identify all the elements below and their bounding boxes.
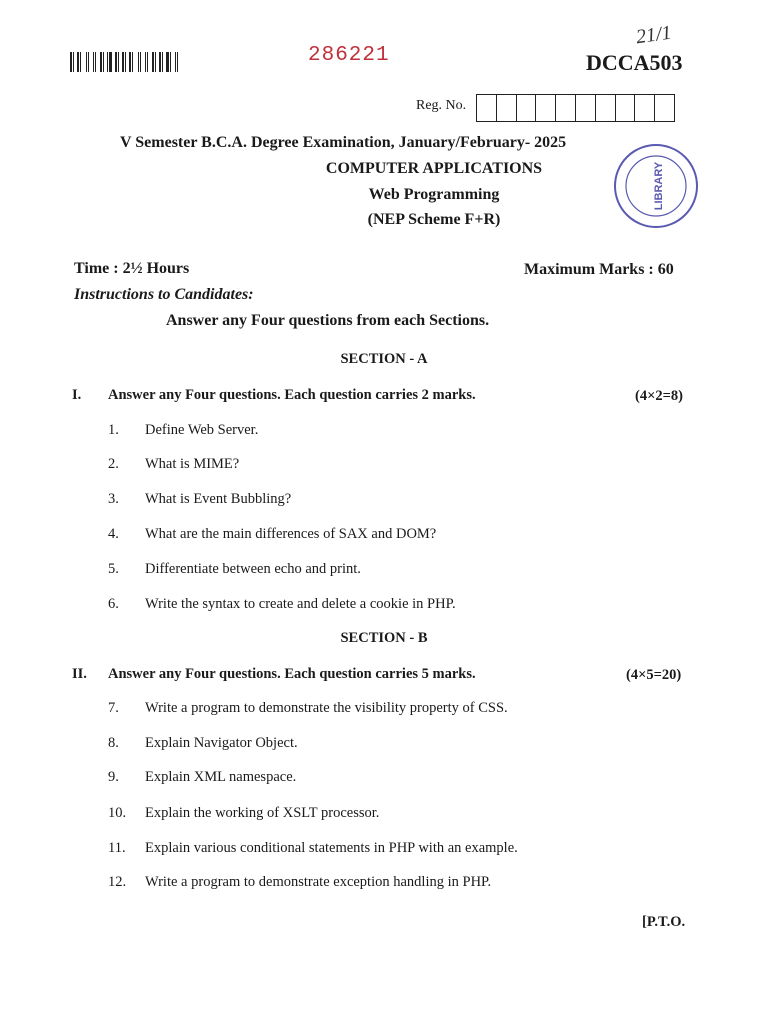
question-text: Write the syntax to create and delete a cookie in PHP. bbox=[145, 596, 456, 612]
question-item bbox=[108, 874, 491, 891]
question-text: Explain Navigator Object. bbox=[145, 735, 298, 751]
section-a-directive: Answer any Four questions. Each question carries 2 marks. bbox=[108, 387, 476, 403]
reg-no-box bbox=[497, 95, 517, 121]
barcode-bar bbox=[170, 52, 171, 72]
barcode-bar bbox=[95, 52, 96, 72]
barcode-bar bbox=[97, 52, 99, 72]
barcode-bar bbox=[93, 52, 94, 72]
question-number: 10. bbox=[108, 805, 127, 821]
reg-no-boxes bbox=[476, 94, 675, 122]
barcode-bar bbox=[147, 52, 148, 72]
question-item bbox=[108, 805, 379, 822]
barcode-bar bbox=[140, 52, 141, 72]
reg-no-box bbox=[616, 95, 636, 121]
barcode-bar bbox=[86, 52, 87, 72]
question-number: 12. bbox=[108, 874, 127, 890]
paper-code: DCCA503 bbox=[586, 50, 683, 75]
barcode-bar bbox=[129, 52, 131, 72]
question-text: What are the main differences of SAX and DOM? bbox=[145, 526, 437, 542]
barcode-bar bbox=[175, 52, 176, 72]
barcode-bar bbox=[155, 52, 156, 72]
barcode-bar bbox=[73, 52, 74, 72]
question-item bbox=[108, 700, 508, 717]
section-a-marks: (4×2=8) bbox=[635, 388, 683, 404]
section-b-roman: II. bbox=[72, 666, 87, 682]
barcode-bar bbox=[145, 52, 146, 72]
barcode-bar bbox=[70, 52, 72, 72]
barcode-bar bbox=[88, 52, 89, 72]
reg-no-box bbox=[596, 95, 616, 121]
reg-no-box bbox=[556, 95, 576, 121]
question-item bbox=[108, 596, 456, 613]
barcode-bar bbox=[164, 52, 165, 72]
question-item bbox=[108, 456, 239, 473]
reg-no-box bbox=[635, 95, 655, 121]
maximum-marks: Maximum Marks : 60 bbox=[524, 261, 674, 278]
handwritten-note: 21/1 bbox=[634, 21, 673, 49]
barcode-bar bbox=[82, 52, 85, 72]
question-item bbox=[108, 840, 518, 857]
barcode bbox=[70, 52, 194, 72]
subject-title: COMPUTER APPLICATIONS bbox=[325, 160, 543, 177]
barcode-bar bbox=[132, 52, 133, 72]
barcode-bar bbox=[118, 52, 119, 72]
question-text: Write a program to demonstrate exception handling in PHP. bbox=[145, 874, 492, 890]
barcode-bar bbox=[149, 52, 151, 72]
question-number: 4. bbox=[108, 526, 119, 542]
page-turn-over: [P.T.O. bbox=[642, 914, 686, 930]
question-text: Differentiate between echo and print. bbox=[145, 561, 361, 577]
question-item bbox=[108, 735, 298, 752]
barcode-bar bbox=[172, 52, 174, 72]
stamp-text: LIBRARY bbox=[652, 161, 665, 211]
question-text: Define Web Server. bbox=[145, 422, 259, 438]
exam-title: V Semester B.C.A. Degree Examination, January/February- 2025 bbox=[120, 134, 567, 151]
barcode-bar bbox=[134, 52, 137, 72]
question-text: Explain XML namespace. bbox=[145, 769, 297, 785]
barcode-bar bbox=[122, 52, 124, 72]
barcode-bar bbox=[138, 52, 139, 72]
barcode-bar bbox=[113, 52, 114, 72]
barcode-bar bbox=[100, 52, 102, 72]
barcode-bar bbox=[109, 52, 112, 72]
question-number: 2. bbox=[108, 456, 119, 472]
question-number: 9. bbox=[108, 769, 119, 785]
question-item bbox=[108, 526, 436, 543]
barcode-bar bbox=[127, 52, 128, 72]
barcode-bar bbox=[177, 52, 178, 72]
section-b-title: SECTION - B bbox=[340, 630, 428, 646]
instructions-heading: Instructions to Candidates: bbox=[74, 286, 254, 303]
barcode-bar bbox=[75, 52, 76, 72]
question-item bbox=[108, 422, 258, 439]
barcode-bar bbox=[142, 52, 144, 72]
question-text: Write a program to demonstrate the visibility property of CSS. bbox=[145, 700, 508, 716]
question-number: 8. bbox=[108, 735, 119, 751]
barcode-bar bbox=[162, 52, 163, 72]
question-item bbox=[108, 769, 296, 786]
reg-no-box bbox=[536, 95, 556, 121]
section-a-roman: I. bbox=[72, 387, 82, 403]
barcode-bar bbox=[152, 52, 154, 72]
reg-no-box bbox=[576, 95, 596, 121]
serial-number: 286221 bbox=[308, 44, 390, 67]
library-stamp bbox=[612, 142, 700, 230]
question-item bbox=[108, 491, 291, 508]
barcode-bar bbox=[166, 52, 169, 72]
question-number: 1. bbox=[108, 422, 119, 438]
question-number: 3. bbox=[108, 491, 119, 507]
question-item bbox=[108, 561, 361, 578]
reg-no-label: Reg. No. bbox=[416, 98, 467, 113]
course-title: Web Programming bbox=[368, 186, 500, 203]
question-number: 5. bbox=[108, 561, 119, 577]
barcode-bar bbox=[103, 52, 104, 72]
question-number: 6. bbox=[108, 596, 119, 612]
barcode-bar bbox=[80, 52, 81, 72]
reg-no-box bbox=[517, 95, 537, 121]
barcode-bar bbox=[105, 52, 106, 72]
reg-no-box bbox=[477, 95, 497, 121]
barcode-bar bbox=[120, 52, 121, 72]
exam-duration: Time : 2½ Hours bbox=[74, 260, 190, 277]
question-text: Explain various conditional statements in PHP with an example. bbox=[145, 840, 518, 856]
question-text: What is MIME? bbox=[145, 456, 240, 472]
barcode-bar bbox=[125, 52, 126, 72]
scheme-title: (NEP Scheme F+R) bbox=[367, 211, 501, 228]
section-b-marks: (4×5=20) bbox=[626, 667, 682, 683]
instructions-text: Answer any Four questions from each Sections. bbox=[166, 312, 490, 329]
reg-no-box bbox=[655, 95, 674, 121]
question-number: 11. bbox=[108, 840, 126, 856]
section-b-directive: Answer any Four questions. Each question carries 5 marks. bbox=[108, 666, 476, 682]
barcode-bar bbox=[115, 52, 117, 72]
barcode-bar bbox=[159, 52, 161, 72]
section-a-title: SECTION - A bbox=[340, 351, 428, 367]
barcode-bar bbox=[90, 52, 92, 72]
question-text: Explain the working of XSLT processor. bbox=[145, 805, 380, 821]
question-number: 7. bbox=[108, 700, 119, 716]
question-text: What is Event Bubbling? bbox=[145, 491, 292, 507]
barcode-bar bbox=[107, 52, 108, 72]
barcode-bar bbox=[77, 52, 79, 72]
barcode-bar bbox=[157, 52, 158, 72]
